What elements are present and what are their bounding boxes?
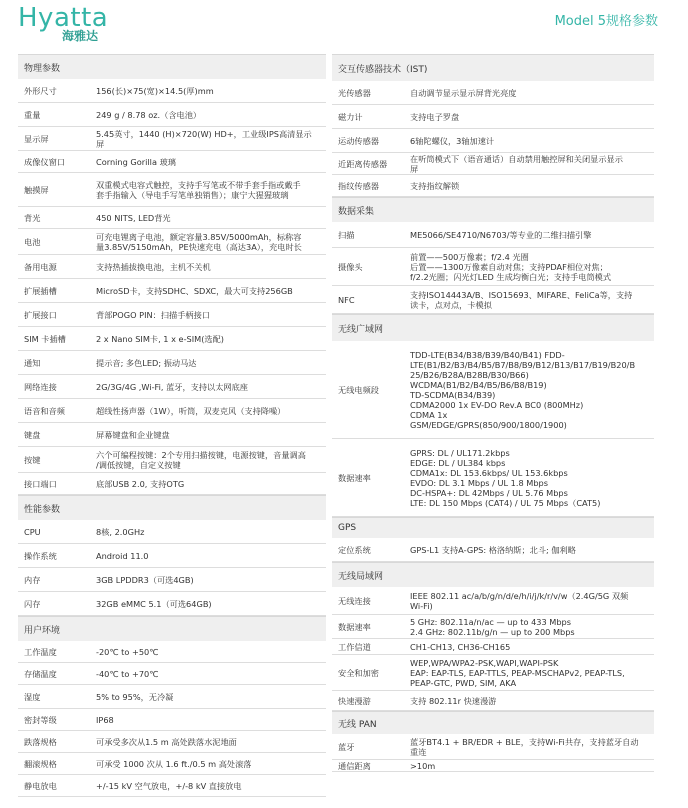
spec-row — [332, 691, 654, 711]
spec-label: 通知 — [24, 357, 41, 368]
spec-label: 电池 — [24, 236, 41, 247]
spec-value: 2G/3G/4G ,Wi-Fi, 蓝牙，支持以太网底座 — [96, 381, 248, 392]
spec-row — [332, 655, 654, 691]
spec-value: 156(长)×75(宽)×14.5(厚)mm — [96, 85, 214, 96]
spec-label: 外形尺寸 — [24, 85, 57, 96]
spec-label: 扩展插槽 — [24, 285, 57, 296]
spec-value: 2 x Nano SIM卡, 1 x e-SIM(选配) — [96, 333, 224, 344]
spec-row — [18, 351, 326, 375]
spec-value: 自动调节显示显示屏背光亮度 — [410, 87, 517, 98]
spec-value: IEEE 802.11 ac/a/b/g/n/d/e/h/i/j/k/r/v/w（2.4G/5G 双频 Wi-Fi) — [410, 590, 629, 611]
section-header — [332, 562, 654, 587]
spec-label: 显示屏 — [24, 133, 49, 144]
document-title: Model 5规格参数 — [554, 14, 658, 29]
spec-value: CH1-CH13, CH36-CH165 — [410, 641, 511, 652]
spec-value: 支持电子罗盘 — [410, 111, 460, 122]
spec-value: 3GB LPDDR3（可选4GB) — [96, 574, 194, 585]
spec-row — [332, 129, 654, 153]
logo-wordmark: Hyatta — [18, 3, 109, 33]
spec-value: GPRS: DL / UL171.2kbps EDGE: DL / UL384 kbps CDMA1x: DL 153.6kbps/ UL 153.6kbps EVDO: DL 3.1 Mbps / UL 1.8 Mbps DC-HSPA+: DL 42Mbps / UL 5.76 Mbps LTE: DL 150 Mbps (CAT4) / UL 75 Mbps（CAT5) — [410, 447, 601, 508]
spec-value: Android 11.0 — [96, 550, 149, 561]
spec-value: 可承受 1000 次从 1.6 ft./0.5 m 高处滚落 — [96, 758, 252, 769]
spec-row — [18, 255, 326, 279]
spec-value: 蓝牙BT4.1 + BR/EDR + BLE，支持Wi-Fi共存，支持蓝牙自动 重连 — [410, 736, 639, 757]
section-header — [332, 517, 654, 538]
spec-label: SIM 卡插槽 — [24, 333, 66, 344]
spec-row — [18, 544, 326, 568]
section-header — [332, 197, 654, 222]
spec-value: TDD-LTE(B34/B38/B39/B40/B41) FDD- LTE(B1/B2/B3/B4/B5/B7/B8/B9/B12/B13/B17/B19/B20/B 25/B26/B28A/B28B/B30/B66) WCDMA(B1/B2/B4/B5/B6/B8/B19) TD-SCDMA(B34/B39) CDMA2000 1x EV-DO Rev.A BC0 (800MHz) CDMA 1x GSM/EDGE/GPRS(850/900/1800/1900) — [410, 349, 636, 430]
spec-row — [332, 734, 654, 760]
spec-label: 触摸屏 — [24, 184, 49, 195]
spec-value: 可充电锂离子电池，额定容量3.85V/5000mAh，标称容 量3.85V/5150mAh，PE快速充电（高达3A），充电时长 — [96, 231, 302, 252]
spec-value: IP68 — [96, 714, 114, 725]
brand-logo — [18, 4, 108, 42]
spec-row — [332, 341, 654, 439]
spec-label: 操作系统 — [24, 550, 57, 561]
spec-value: Corning Gorilla 玻璃 — [96, 156, 176, 167]
spec-row — [332, 222, 654, 248]
spec-label: 重量 — [24, 109, 41, 120]
spec-label: 接口端口 — [24, 478, 57, 489]
spec-label: 密封等级 — [24, 714, 57, 725]
spec-value: 屏幕键盘和企业键盘 — [96, 429, 170, 440]
spec-row — [18, 229, 326, 255]
spec-row — [332, 286, 654, 314]
right-spec-column — [332, 54, 654, 772]
spec-row — [18, 207, 326, 229]
spec-label: 工作温度 — [24, 646, 57, 657]
spec-row — [332, 587, 654, 615]
spec-label: 近距离传感器 — [338, 158, 388, 169]
section-header — [332, 314, 654, 341]
logo-subtitle: 海雅达 — [62, 29, 99, 43]
section-header — [18, 616, 326, 641]
spec-value: 双重模式电容式触控，支持手写笔或不带手套手指或戴手 套手指输入（导电手写笔单独销售）；康宁大猩猩玻璃 — [96, 179, 301, 200]
spec-row — [332, 639, 654, 655]
spec-row — [18, 173, 326, 207]
spec-label: 数据速率 — [338, 472, 371, 483]
spec-row — [332, 538, 654, 562]
spec-label: 跌落规格 — [24, 736, 57, 747]
spec-label: 无线电频段 — [338, 384, 379, 395]
section-header — [332, 54, 654, 81]
section-title: 无线 PAN — [338, 719, 377, 730]
spec-value: 5 GHz: 802.11a/n/ac — up to 433 Mbps 2.4 GHz: 802.11b/g/n — up to 200 Mbps — [410, 616, 575, 637]
spec-label: 数据速率 — [338, 621, 371, 632]
spec-row — [18, 151, 326, 173]
section-title: 无线局域网 — [338, 571, 384, 582]
spec-label: CPU — [24, 526, 41, 537]
spec-value: 支持ISO14443A/B、ISO15693、MIFARE、FeliCa等，支持 读卡，点对点，卡模拟 — [410, 289, 633, 310]
spec-value: 32GB eMMC 5.1（可选64GB) — [96, 598, 212, 609]
spec-row — [18, 327, 326, 351]
spec-value: 前置——500万像素；f/2.4 光圈 后置——1300万像素自动对焦；支持PDAF相位对焦； f/2.2光圈；闪光灯LED 生成均衡白光；支持手电筒模式 — [410, 251, 612, 282]
spec-row — [332, 153, 654, 175]
spec-row — [332, 615, 654, 639]
spec-label: 通信距离 — [338, 760, 371, 771]
spec-value: 超线性扬声器（1W），听筒，双麦克风（支持降噪） — [96, 405, 286, 416]
section-title: 用户环境 — [24, 625, 61, 636]
spec-label: NFC — [338, 294, 355, 305]
section-title: 数据采集 — [338, 206, 375, 217]
spec-row — [18, 423, 326, 447]
spec-row — [18, 731, 326, 753]
spec-label: 背光 — [24, 212, 41, 223]
spec-value: -40℃ to +70℃ — [96, 668, 159, 679]
spec-value: 提示音; 多色LED; 振动马达 — [96, 357, 197, 368]
spec-row — [332, 248, 654, 286]
section-title: GPS — [338, 523, 357, 533]
spec-label: 语音和音频 — [24, 405, 65, 416]
spec-row — [18, 79, 326, 103]
spec-value: -20℃ to +50℃ — [96, 646, 159, 657]
spec-value: 5% to 95%，无冷凝 — [96, 691, 174, 702]
spec-value: 在听筒模式下（语音通话）自动禁用触控屏和关闭显示显示 屏 — [410, 153, 623, 174]
spec-value: 450 NITS, LED背光 — [96, 212, 171, 223]
spec-row — [332, 439, 654, 517]
spec-row — [18, 375, 326, 399]
spec-row — [18, 303, 326, 327]
section-title: 物理参数 — [24, 63, 61, 74]
spec-label: 成像仪窗口 — [24, 156, 65, 167]
spec-row — [332, 175, 654, 197]
section-title: 性能参数 — [24, 504, 61, 515]
spec-value: +/-15 kV 空气放电，+/-8 kV 直接放电 — [96, 780, 242, 791]
spec-label: 摄像头 — [338, 261, 363, 272]
spec-label: 定位系统 — [338, 544, 371, 555]
spec-value: 六个可编程按键：2个专用扫描按键，电源按键，音量调高 /调低按键，自定义按键 — [96, 449, 306, 470]
spec-row — [18, 447, 326, 473]
spec-value: 支持指纹解锁 — [410, 180, 460, 191]
spec-label: 指纹传感器 — [338, 180, 379, 191]
spec-label: 存储温度 — [24, 668, 57, 679]
spec-row — [18, 592, 326, 616]
spec-label: 光传感器 — [338, 87, 371, 98]
spec-label: 内存 — [24, 574, 41, 585]
spec-row — [18, 663, 326, 685]
spec-value: 底部USB 2.0, 支持OTG — [96, 478, 185, 489]
spec-value: 8核, 2.0GHz — [96, 526, 145, 537]
spec-label: 工作信道 — [338, 641, 371, 652]
spec-label: 按键 — [24, 454, 41, 465]
spec-label: 安全和加密 — [338, 667, 379, 678]
section-title: 交互传感器技术（IST) — [338, 64, 428, 75]
spec-value: 5.45英寸，1440 (H)×720(W) HD+，工业级IPS高清显示 屏 — [96, 128, 312, 149]
spec-row — [18, 641, 326, 663]
spec-label: 磁力计 — [338, 111, 363, 122]
section-header — [332, 711, 654, 734]
spec-label: 运动传感器 — [338, 135, 379, 146]
spec-row — [18, 685, 326, 709]
spec-row — [332, 81, 654, 105]
section-header — [18, 54, 326, 79]
spec-row — [18, 520, 326, 544]
spec-value: ME5066/SE4710/N6703/等专业的二维扫描引擎 — [410, 229, 592, 240]
spec-label: 蓝牙 — [338, 741, 355, 752]
spec-label: 扩展接口 — [24, 309, 57, 320]
left-spec-column — [18, 54, 326, 797]
spec-row — [18, 399, 326, 423]
spec-label: 湿度 — [24, 691, 41, 702]
spec-value: 249 g / 8.78 oz.（含电池） — [96, 109, 202, 120]
spec-value: 背部POGO PIN：扫描手柄接口 — [96, 309, 210, 320]
spec-label: 快速漫游 — [338, 695, 371, 706]
spec-row — [18, 775, 326, 797]
spec-row — [18, 709, 326, 731]
spec-label: 键盘 — [24, 429, 41, 440]
spec-row — [18, 103, 326, 127]
spec-row — [18, 127, 326, 151]
spec-value: 可承受多次从1.5 m 高处跌落水泥地面 — [96, 736, 237, 747]
section-header — [18, 495, 326, 520]
section-title: 无线广域网 — [338, 324, 384, 335]
spec-label: 网络连接 — [24, 381, 57, 392]
spec-row — [332, 760, 654, 772]
spec-label: 闪存 — [24, 598, 41, 609]
spec-label: 无线连接 — [338, 595, 371, 606]
spec-value: GPS-L1 支持A-GPS: 格洛纳斯；北斗; 伽利略 — [410, 544, 576, 555]
spec-value: 支持热插拔换电池，主机不关机 — [96, 261, 211, 272]
spec-value: 6轴陀螺仪，3轴加速计 — [410, 135, 495, 146]
spec-row — [18, 753, 326, 775]
spec-row — [332, 105, 654, 129]
spec-label: 备用电源 — [24, 261, 57, 272]
spec-value: >10m — [410, 760, 436, 771]
spec-label: 静电放电 — [24, 780, 57, 791]
spec-value: MicroSD卡，支持SDHC、SDXC，最大可支持256GB — [96, 285, 293, 296]
spec-row — [18, 568, 326, 592]
spec-value: 支持 802.11r 快速漫游 — [410, 695, 497, 706]
spec-row — [18, 279, 326, 303]
spec-row — [18, 473, 326, 495]
spec-label: 翻滚规格 — [24, 758, 57, 769]
spec-value: WEP,WPA/WPA2-PSK,WAPI,WAPI-PSK EAP: EAP-TLS, EAP-TTLS, PEAP-MSCHAPv2, PEAP-TLS, PEAP-GTC, PWD, SIM, AKA — [410, 657, 625, 688]
spec-label: 扫描 — [338, 229, 355, 240]
